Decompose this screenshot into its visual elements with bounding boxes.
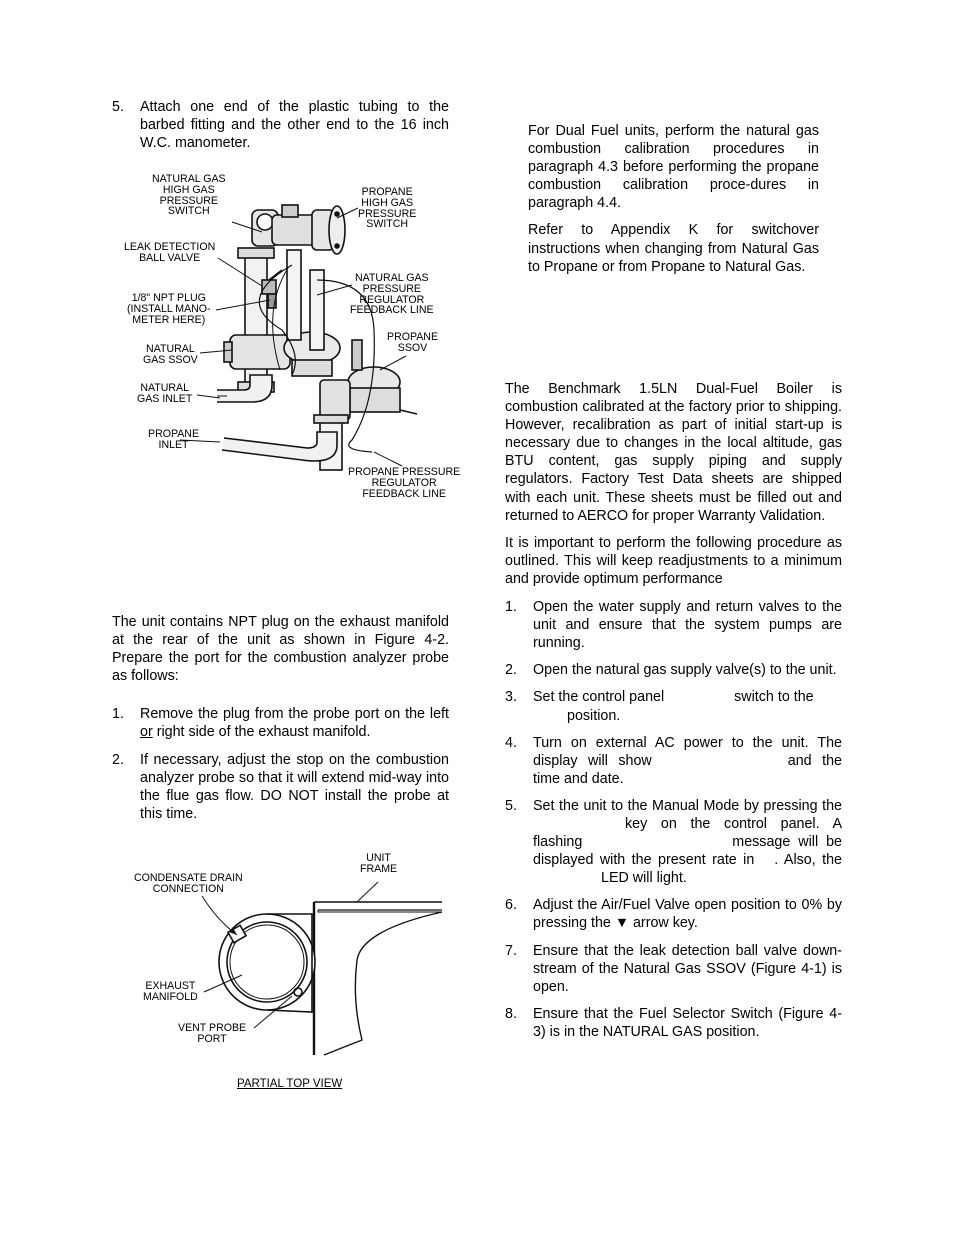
calibration-procedure — [505, 380, 842, 1050]
label-condensate-drain: CONDENSATE DRAIN CONNECTION — [134, 872, 243, 895]
list-item: 2. If necessary, adjust the stop on the combustion analyzer probe so that it will extend mid-way into the flue gas flow. DO NOT install the probe at this time. — [112, 751, 449, 822]
tubing-step — [112, 98, 449, 161]
label-propane-ssov: PROPANE SSOV — [387, 331, 439, 354]
probe-intro: The unit contains NPT plug on the exhaust manifold at the rear of the unit as shown in Figure 4-2. Prepare the port for the combustion analyzer probe as follows: — [112, 614, 449, 685]
list-item: 5. Attach one end of the plastic tubing to the barbed fitting and the other end to the 16 inch W.C. manometer. — [112, 99, 449, 152]
list-item: 1. Remove the plug from the probe port on the left or right side of the exhaust manifold. — [112, 706, 449, 741]
appendix-note: Refer to Appendix K for switchover instructions when changing from Natural Gas to Propane or from Propane to Natural Gas. — [528, 222, 819, 275]
list-item: 4. Turn on external AC power to the unit. The display will show and the time and date. — [505, 734, 842, 787]
label-unit-frame: UNIT FRAME — [360, 852, 398, 875]
figure-caption: PARTIAL TOP VIEW — [237, 1078, 343, 1090]
label-leak-detection-valve: LEAK DETECTION BALL VALVE — [124, 241, 216, 264]
list-item: 2. Open the natural gas supply valve(s) to the unit. — [505, 662, 837, 679]
label-propane-high-gas-switch: PROPANE HIGH GAS PRESSURE SWITCH — [358, 186, 417, 231]
label-ng-ssov: NATURAL GAS SSOV — [143, 343, 198, 366]
list-item: 6. Adjust the Air/Fuel Valve open position to 0% by pressing the ▼ arrow key. — [505, 897, 842, 932]
label-ng-regulator-feedback: NATURAL GAS PRESSURE REGULATOR FEEDBACK LINE — [350, 272, 434, 317]
label-ng-inlet: NATURAL GAS INLET — [137, 382, 193, 405]
list-item: 8. Ensure that the Fuel Selector Switch (Figure 4-3) is in the NATURAL GAS position. — [505, 1005, 842, 1040]
label-vent-probe-port: VENT PROBE PORT — [178, 1022, 247, 1045]
dual-fuel-notes — [528, 122, 819, 276]
label-propane-inlet: PROPANE INLET — [148, 428, 200, 451]
intro-paragraph-2: It is important to perform the following procedure as outlined. This will keep readjustments to a minimum and provide optimum performance — [505, 534, 842, 587]
list-item: 1. Open the water supply and return valves to the unit and ensure that the system pumps are running. — [505, 599, 842, 652]
label-npt-plug: 1/8" NPT PLUG (INSTALL MANO- METER HERE) — [127, 292, 211, 326]
list-item: 3. Set the control panel switch to the position. — [505, 689, 814, 724]
label-propane-regulator-feedback: PROPANE PRESSURE REGULATOR FEEDBACK LINE — [348, 466, 461, 500]
probe-port-section — [112, 613, 449, 832]
dual-fuel-note: For Dual Fuel units, perform the natural gas combustion calibration procedures in paragraph 4.3 before performing the propane combustion calibration proce-dures in paragraph 4.4. — [528, 123, 819, 212]
list-item: 5. Set the unit to the Manual Mode by pressing thekey on the control panel. A flashing message will be displayed with the present rate in . Also, theLED will light. — [505, 797, 842, 887]
gas-train-figure — [112, 170, 462, 510]
intro-paragraph: The Benchmark 1.5LN Dual-Fuel Boiler is combustion calibrated at the factory prior to shipping. However, recalibration as part of initial start-up is necessary due to changes in the local altitude, gas BTU content, gas supply piping and supply regulators. Factory Test Data sheets are shipped with each unit. These sheets must be filled out and returned to AERCO for proper Warranty Validation. — [505, 381, 842, 524]
list-item: 7. Ensure that the leak detection ball valve down-stream of the Natural Gas SSOV (Figure 4-1) is open. — [505, 942, 842, 995]
partial-top-view-figure — [112, 850, 462, 1100]
label-ng-high-gas-switch: NATURAL GAS HIGH GAS PRESSURE SWITCH — [152, 173, 226, 218]
label-exhaust-manifold: EXHAUST MANIFOLD — [143, 980, 198, 1003]
